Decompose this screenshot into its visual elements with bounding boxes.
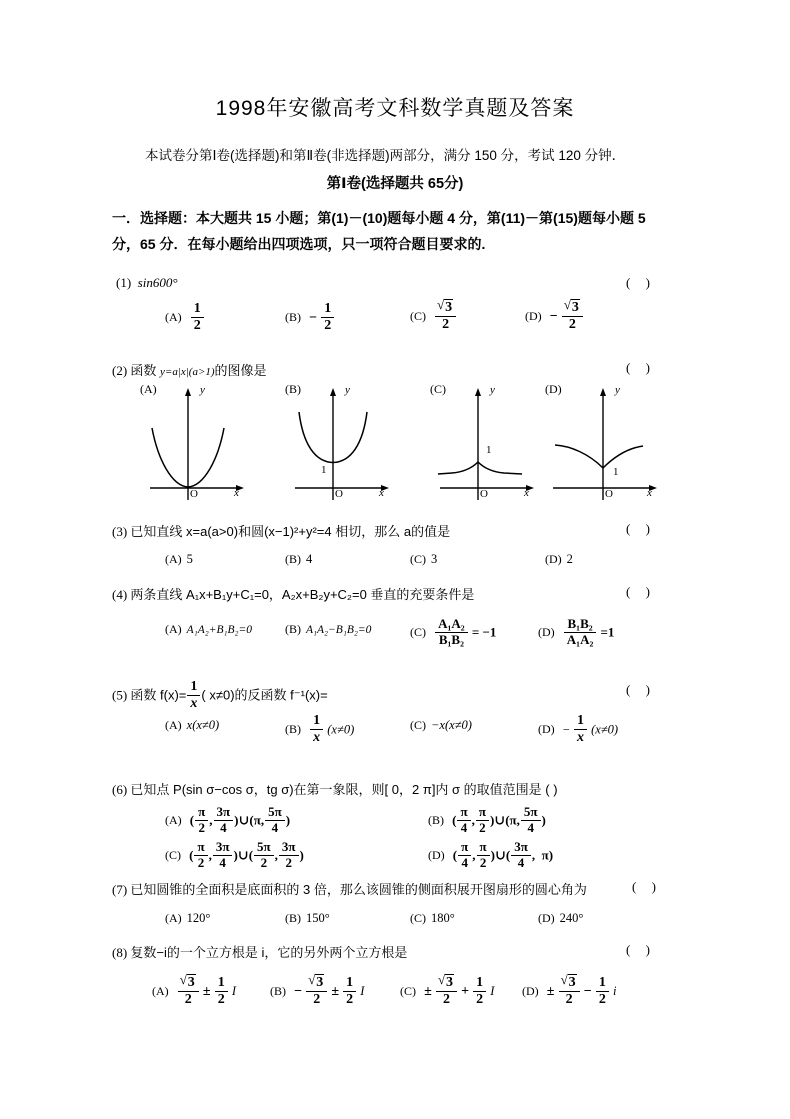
- question-1-option-a: (A) $\frac{1}{2}$: [165, 302, 205, 335]
- question-6-option-d: (D) ( $\frac{\pi}{4}$ , $\frac{\pi}{2}$ )∪( $\frac{3\pi}{4}$ , π): [428, 839, 554, 870]
- question-4-answer-bracket: ( ): [626, 584, 656, 599]
- question-3-option-c: (C) 3: [410, 552, 438, 566]
- question-2-stem: (2) 函数 y=a|x|(a>1)的图像是: [112, 363, 267, 378]
- question-5-option-a: (A) x(x≠0): [165, 718, 220, 732]
- question-4-stem: (4) 两条直线 A₁x+B₁y+C₁=0，A₂x+B₂y+C₂=0 垂直的充要条件是: [112, 587, 475, 602]
- graph-c-value-label: 1: [486, 444, 492, 456]
- instruction-line-2: 分，65 分．在每小题给出四项选项，只一项符合题目要求的.: [112, 236, 486, 252]
- graph-d-value-label: 1: [613, 466, 619, 478]
- graph-c-origin-label: O: [480, 488, 488, 500]
- graph-a-svg: [140, 382, 260, 507]
- question-8-answer-bracket: ( ): [626, 942, 656, 957]
- question-2-graph-b: (B) y x O 1: [285, 382, 405, 507]
- question-7-option-c: (C) 180°: [410, 911, 455, 925]
- question-7-answer-bracket: ( ): [632, 879, 662, 894]
- question-2-graph-a: (A) y x O: [140, 382, 260, 507]
- graph-b-value-label: 1: [321, 464, 327, 476]
- question-4-option-c: (C) $\frac{\text{A₁A₂}}{\text{B₁B₂}}$ = −1: [410, 616, 497, 647]
- question-4-option-b: (B) A₁A₂−B₁B₂=0: [285, 622, 372, 636]
- graph-c-y-label: y: [490, 384, 495, 396]
- question-3-option-a: (A) 5: [165, 552, 193, 566]
- question-2-graph-d: (D) y x O 1: [545, 382, 675, 507]
- graph-b-origin-label: O: [335, 488, 343, 500]
- question-1-option-d: (D) − √ $\frac{3}{2}$: [525, 300, 584, 334]
- question-6-option-c: (C) ( $\frac{\pi}{2}$ , $\frac{3\pi}{4}$ )∪( $\frac{5\pi}{2}$ , $\frac{3\pi}{2}$ ): [165, 839, 304, 870]
- question-3-answer-bracket: ( ): [626, 521, 656, 536]
- question-7-stem: (7) 已知圆锥的全面积是底面积的 3 倍，那么该圆锥的侧面积展开图扇形的圆心角为: [112, 882, 587, 897]
- question-3-option-d: (D) 2: [545, 552, 573, 566]
- graph-b-y-label: y: [345, 384, 350, 396]
- question-4-option-a: (A) A₁A₂+B₁B₂=0: [165, 622, 253, 636]
- graph-b-x-label: x: [379, 487, 384, 499]
- question-5-stem: (5) 函数 f(x)= $\frac{1}{x}$ ( x≠0)的反函数 f⁻¹(x)=: [112, 679, 328, 712]
- question-5-answer-bracket: ( ): [626, 682, 656, 697]
- question-7-option-a: (A) 120°: [165, 911, 211, 925]
- question-1-answer-bracket: ( ): [626, 275, 656, 290]
- question-2-answer-bracket: ( ): [626, 360, 656, 375]
- question-8-option-b: (B) − √ $\frac{3}{2}$ ± $\frac{1}{2}$ I: [270, 975, 364, 1009]
- graph-d-origin-label: O: [605, 488, 613, 500]
- graph-a-x-label: x: [234, 487, 239, 499]
- question-6-option-a: (A) ( $\frac{\pi}{2}$ , $\frac{3\pi}{4}$ )∪(π, $\frac{5\pi}{4}$ ): [165, 804, 291, 835]
- section-title-part1: 第Ⅰ卷(选择题共 65分): [326, 176, 464, 192]
- exam-intro-text: 本试卷分第Ⅰ卷(选择题)和第Ⅱ卷(非选择题)两部分，满分 150 分，考试 120 分钟．: [145, 148, 626, 163]
- instruction-line-1: 一．选择题：本大题共 15 小题；第(1)－(10)题每小题 4 分，第(11)－第(15)题每小题 5: [112, 210, 646, 226]
- question-1-option-b: (B) − $\frac{1}{2}$: [285, 302, 335, 335]
- question-8-option-d: (D) ± √ $\frac{3}{2}$ − $\frac{1}{2}$ i: [522, 975, 616, 1009]
- graph-b-svg: [285, 382, 405, 507]
- page-title: 1998年安徽高考文科数学真题及答案: [215, 97, 575, 120]
- question-8-stem: (8) 复数−i的一个立方根是 i，它的另外两个立方根是: [112, 945, 408, 960]
- graph-d-y-label: y: [615, 384, 620, 396]
- graph-a-y-label: y: [200, 384, 205, 396]
- question-4-option-d: (D) $\frac{\text{B₁B₂}}{\text{A₁A₂}}$ =1: [538, 616, 615, 647]
- question-8-option-a: (A) √ $\frac{3}{2}$ ± $\frac{1}{2}$ I: [152, 975, 236, 1009]
- question-5-option-d: (D) − $\frac{1}{x}$ (x≠0): [538, 713, 619, 746]
- question-2-graph-c: (C) y x O 1: [430, 382, 550, 507]
- question-6-stem: (6) 已知点 P(sin σ−cos σ，tg σ)在第一象限，则[ 0，2 π]内 σ 的取值范围是 ( ): [112, 782, 558, 797]
- question-3-option-b: (B) 4: [285, 552, 313, 566]
- question-5-option-c: (C) −x(x≠0): [410, 718, 472, 732]
- question-1-stem: (1) sin600°: [116, 275, 178, 290]
- graph-d-x-label: x: [647, 487, 652, 499]
- graph-c-x-label: x: [524, 487, 529, 499]
- section-instructions: [112, 205, 690, 257]
- question-3-stem: (3) 已知直线 x=a(a>0)和圆(x−1)²+y²=4 相切，那么 a的值是: [112, 524, 451, 539]
- question-7-option-b: (B) 150°: [285, 911, 330, 925]
- question-7-option-d: (D) 240°: [538, 911, 584, 925]
- question-1-option-c: (C) √ $\frac{3}{2}$: [410, 300, 457, 334]
- question-8-option-c: (C) ± √ $\frac{3}{2}$ + $\frac{1}{2}$ I: [400, 975, 494, 1009]
- graph-a-origin-label: O: [190, 488, 198, 500]
- question-6-option-b: (B) ( $\frac{\pi}{4}$ , $\frac{\pi}{2}$ )∪(π, $\frac{5\pi}{4}$ ): [428, 804, 546, 835]
- question-5-option-b: (B) $\frac{1}{x}$ (x≠0): [285, 713, 355, 746]
